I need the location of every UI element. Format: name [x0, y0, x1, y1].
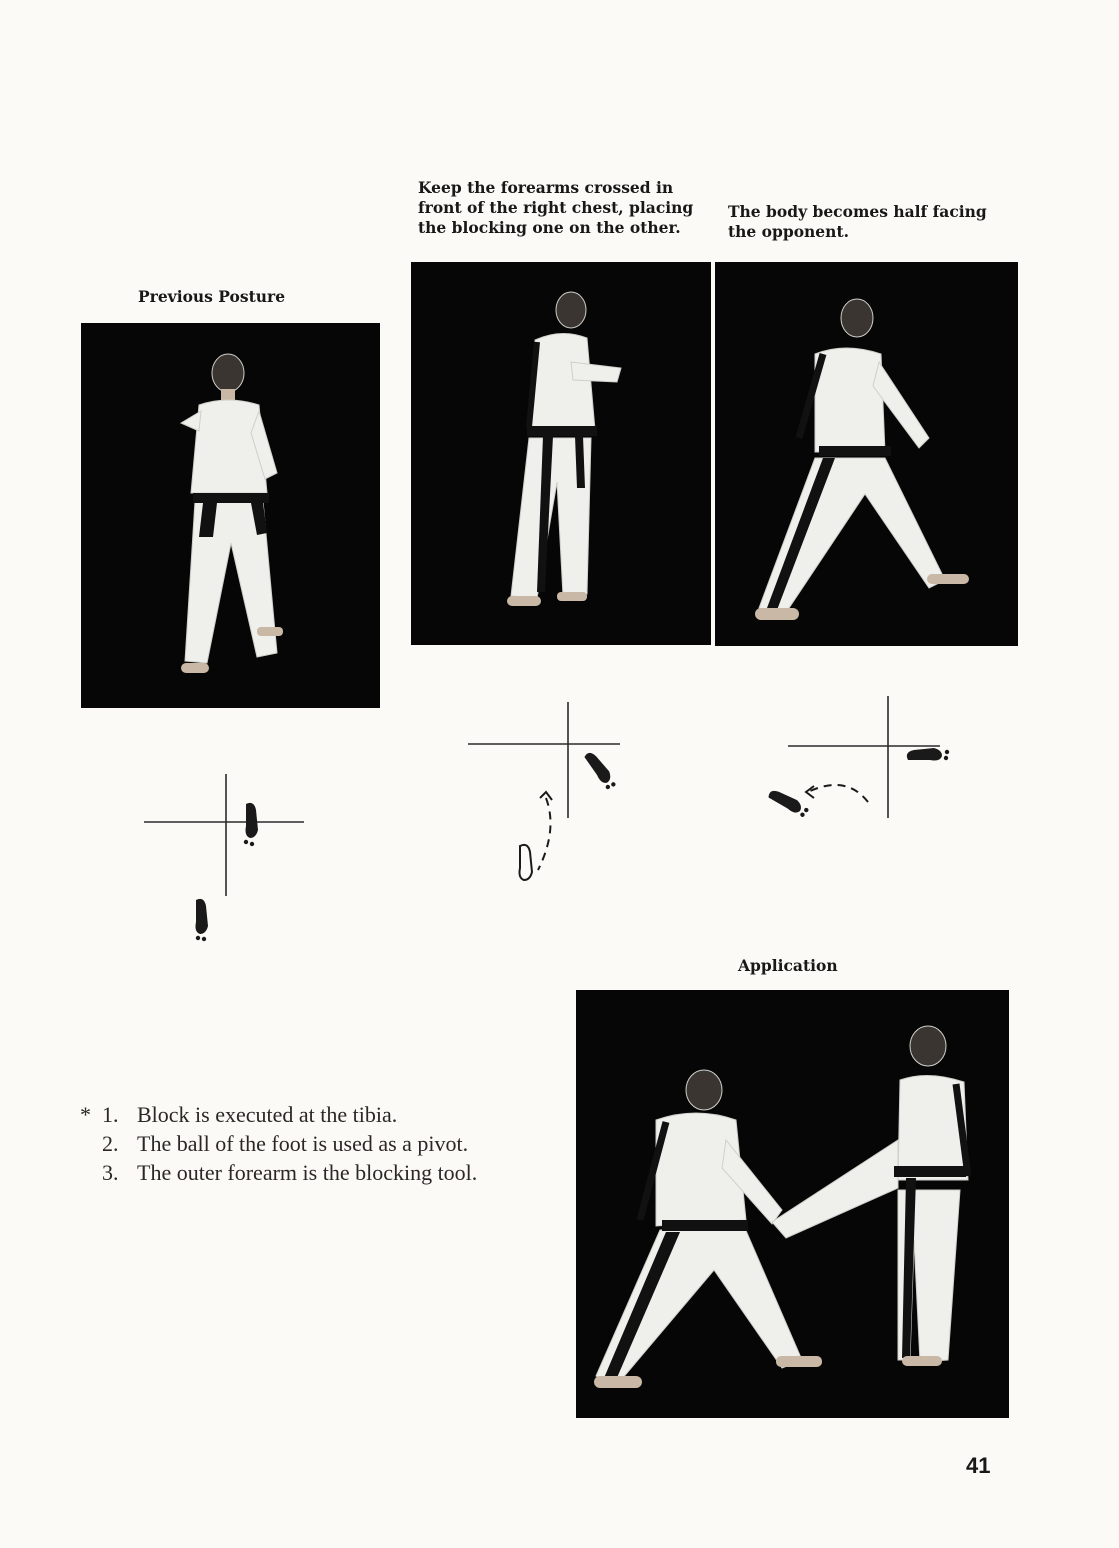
photo-step-1 [411, 262, 711, 645]
note-text: The outer forearm is the blocking tool. [137, 1160, 478, 1185]
footprint-icon [244, 803, 258, 846]
photo-application [576, 990, 1009, 1418]
footprint-icon [767, 787, 810, 819]
footprint-icon [520, 845, 533, 880]
technique-notes [80, 1100, 520, 1187]
caption-step-1: Keep the forearms crossed in front of the right chest, placing the blocking one on the other. [418, 178, 694, 237]
photo-step-2 [715, 262, 1018, 646]
caption-previous-posture: Previous Posture [138, 287, 286, 306]
foot-diagram-step-2 [762, 694, 952, 824]
footprint-icon [907, 748, 949, 761]
dashed-arrow-icon [808, 785, 868, 802]
note-item [80, 1129, 520, 1158]
caption-step-2: The body becomes half facing the opponent. [728, 202, 987, 241]
note-item [80, 1158, 520, 1187]
footprint-icon [583, 749, 618, 791]
caption-application: Application [738, 956, 838, 975]
note-number: 2. [102, 1131, 119, 1156]
note-item [80, 1100, 520, 1129]
dashed-arrow-icon [538, 798, 551, 870]
note-text: Block is executed at the tibia. [137, 1102, 398, 1127]
footprint-icon [196, 899, 209, 941]
note-number: 3. [102, 1160, 119, 1185]
note-marker: * [80, 1102, 91, 1127]
foot-diagram-step-1 [466, 700, 636, 900]
photo-previous-posture [81, 323, 380, 708]
page-number: 41 [966, 1453, 991, 1478]
note-number: 1. [102, 1102, 119, 1127]
note-text: The ball of the foot is used as a pivot. [137, 1131, 469, 1156]
foot-diagram-previous [140, 770, 310, 950]
